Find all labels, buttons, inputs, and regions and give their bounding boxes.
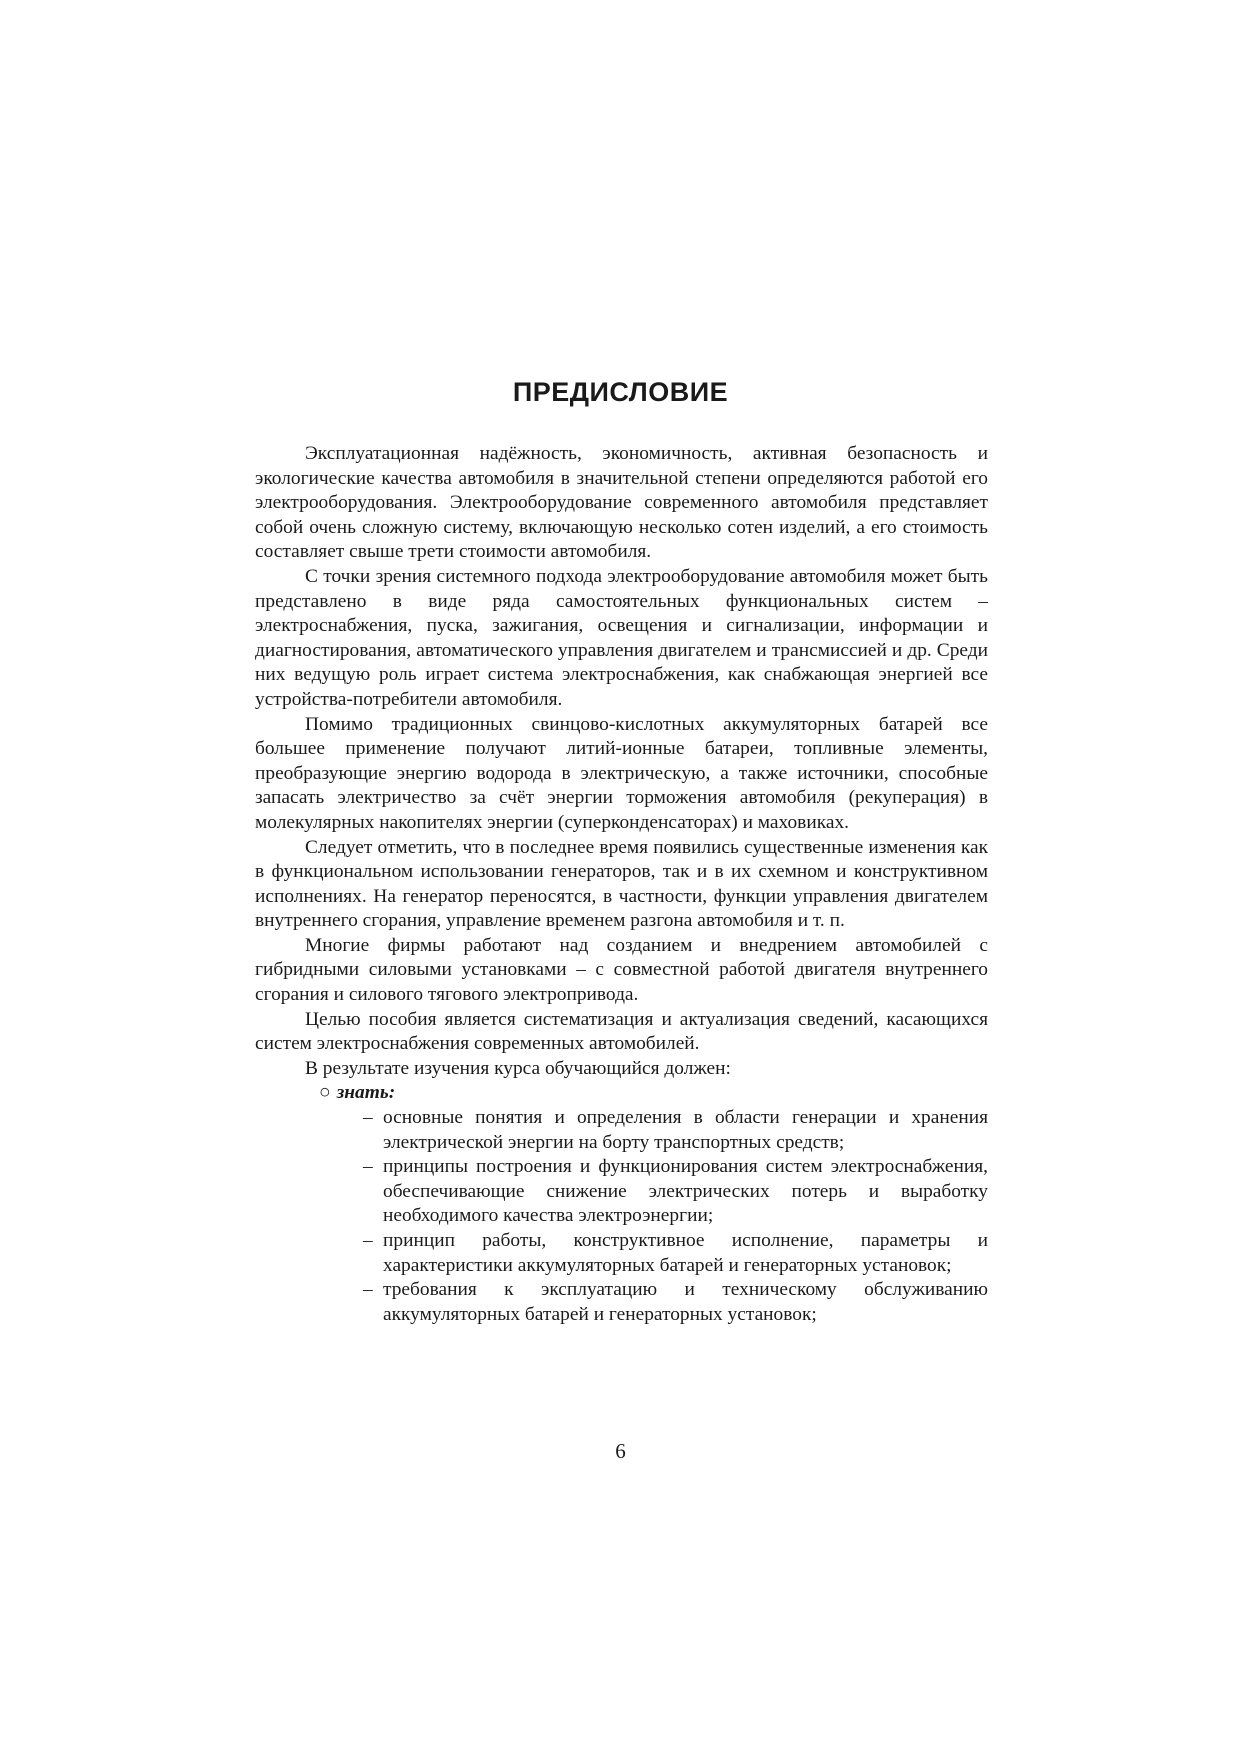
paragraph-1: Эксплуатационная надёжность, экономичность, активная безопасность и экологические качества автомобиля в значительной степени определяются работой его электрооборудования. Электрооборудование современного автомобиля представляет собой очень сложную систему, включающую несколько сотен изделий, а его стоимость составляет свыше трети стоимости автомобиля. <box>255 443 988 563</box>
dash-bullet-icon: – <box>363 1279 373 1301</box>
dash-bullet-icon: – <box>363 1230 373 1251</box>
list-item <box>363 1155 988 1229</box>
paragraph-3: Помимо традиционных свинцово-кислотных аккумуляторных батарей все большее применение получают литий-ионные батареи, топливные элементы, преобразующие энергию водорода в электрическую, а также источники, способные запасать электричество за счёт энергии торможения автомобиля (рекуперация) в молекулярных накопителях энергии (суперконденсаторах) и маховиках. <box>255 713 988 833</box>
body-text <box>255 442 988 1327</box>
page-number: 6 <box>615 1439 626 1463</box>
paragraph-4: Следует отметить, что в последнее время появились существенные изменения как в функциональном использовании генераторов, так и в их схемном и конструктивном исполнениях. На генератор переносятся, в частности, функции управления двигателем внутреннего сгорания, управление временем разгона автомобиля и т. п. <box>255 836 988 932</box>
list-item-text: принцип работы, конструктивное исполнение, параметры и характеристики аккумуляторных батарей и генераторных установок; <box>383 1230 988 1276</box>
page-title: ПРЕДИСЛОВИЕ <box>512 377 729 407</box>
outcome-heading <box>255 1081 988 1106</box>
knowledge-list <box>255 1106 988 1327</box>
paragraph-2: С точки зрения системного подхода электрооборудование автомобиля может быть представлено в виде ряда самостоятельных функциональных систем – электроснабжения, пуска, зажигания, освещения и сигнализации, информации и диагностирования, автоматического управления двигателем и трансмиссией и др. Среди них ведущую роль играет система электроснабжения, как снабжающая энергией все устройства-потребители автомобиля. <box>255 565 988 710</box>
list-item <box>363 1106 988 1155</box>
dash-bullet-icon: – <box>363 1107 373 1129</box>
paragraph-5: Многие фирмы работают над созданием и внедрением автомобилей с гибридными силовыми установками – с совместной работой двигателя внутреннего сгорания и силового тягового электропривода. <box>255 934 988 1006</box>
list-item-text: основные понятия и определения в области генерации и хранения электрической энергии на борту транспортных средств; <box>383 1107 988 1153</box>
list-item <box>363 1278 988 1327</box>
paragraph-7: В результате изучения курса обучающийся должен: <box>305 1057 731 1079</box>
outcome-heading-label: знать: <box>336 1082 396 1104</box>
paragraph-6: Целью пособия является систематизация и актуализация сведений, касающихся систем электроснабжения современных автомобилей. <box>255 1008 988 1055</box>
circle-bullet-icon: ○ <box>319 1082 331 1104</box>
list-item <box>363 1229 988 1278</box>
dash-bullet-icon: – <box>363 1156 373 1178</box>
list-item-text: требования к эксплуатацию и техническому обслуживанию аккумуляторных батарей и генераторных установок; <box>383 1279 988 1325</box>
list-item-text: принципы построения и функционирования систем электроснабжения, обеспечивающие снижение электрических потерь и выработку необходимого качества электроэнергии; <box>383 1156 988 1227</box>
